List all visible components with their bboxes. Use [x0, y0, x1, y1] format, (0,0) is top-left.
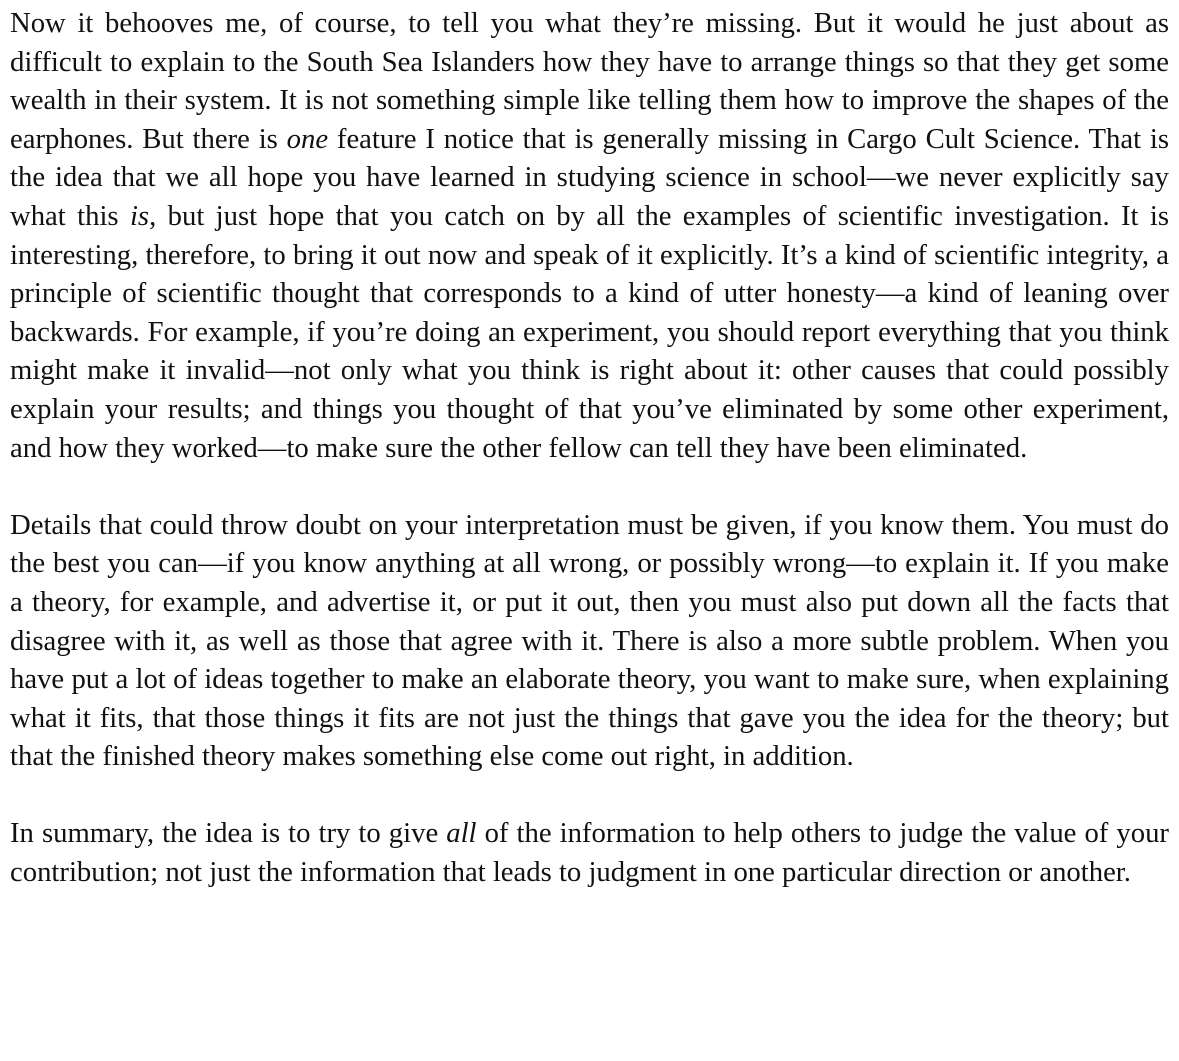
text-run: In summary, the idea is to try to give [10, 817, 447, 850]
emphasis-one: one [286, 122, 329, 155]
paragraph-integrity [10, 4, 1169, 467]
paragraph-summary [10, 814, 1169, 891]
text-run: Details that could throw doubt on your interpretation must be given, if you know them. You must do the best you can—if you know anything at all wrong, or possibly wrong—to explain it. If you make a theory, for example, and advertise it, or put it out, then you must also put down all the facts that disagree with it, as well as those that agree with it. There is also a more subtle problem. When you have put a lot of ideas together to make an elaborate theory, you want to make sure, when explaining what it fits, that those things it fits are not just the things that gave you the idea for the theory; but that the finished theory makes something else come out right, in addition. [10, 508, 1169, 773]
text-run: of the information to help others to judge the value of your contribution; not just the information that leads to judgment in one particular direction or another. [10, 817, 1169, 889]
text-run: feature I notice that is generally missing in Cargo Cult Science. That is the idea that we all hope you have learned in studying science in school—we never explicitly say what this [10, 122, 1169, 232]
emphasis-is: is [129, 199, 150, 232]
text-run: Now it behooves me, of course, to tell you what they’re missing. But it would he just about as difficult to explain to the South Sea Islanders how they have to arrange things so that they get some wealth in their system. It is not something simple like telling them how to improve the shapes of the earphones. But there is [10, 7, 1169, 155]
paragraph-details [10, 506, 1169, 776]
emphasis-all: all [446, 817, 477, 850]
text-run: , but just hope that you catch on by all the examples of scientific investigation. It is interesting, therefore, to bring it out now and speak of it explicitly. It’s a kind of scientific integrity, a principle of scientific thought that corresponds to a kind of utter honesty—a kind of leaning over backwards. For example, if you’re doing an experiment, you should report everything that you think might make it invalid—not only what you think is right about it: other causes that could possibly explain your results; and things you thought of that you’ve eliminated by some other experiment, and how they worked—to make sure the other fellow can tell they have been eliminated. [10, 199, 1170, 464]
